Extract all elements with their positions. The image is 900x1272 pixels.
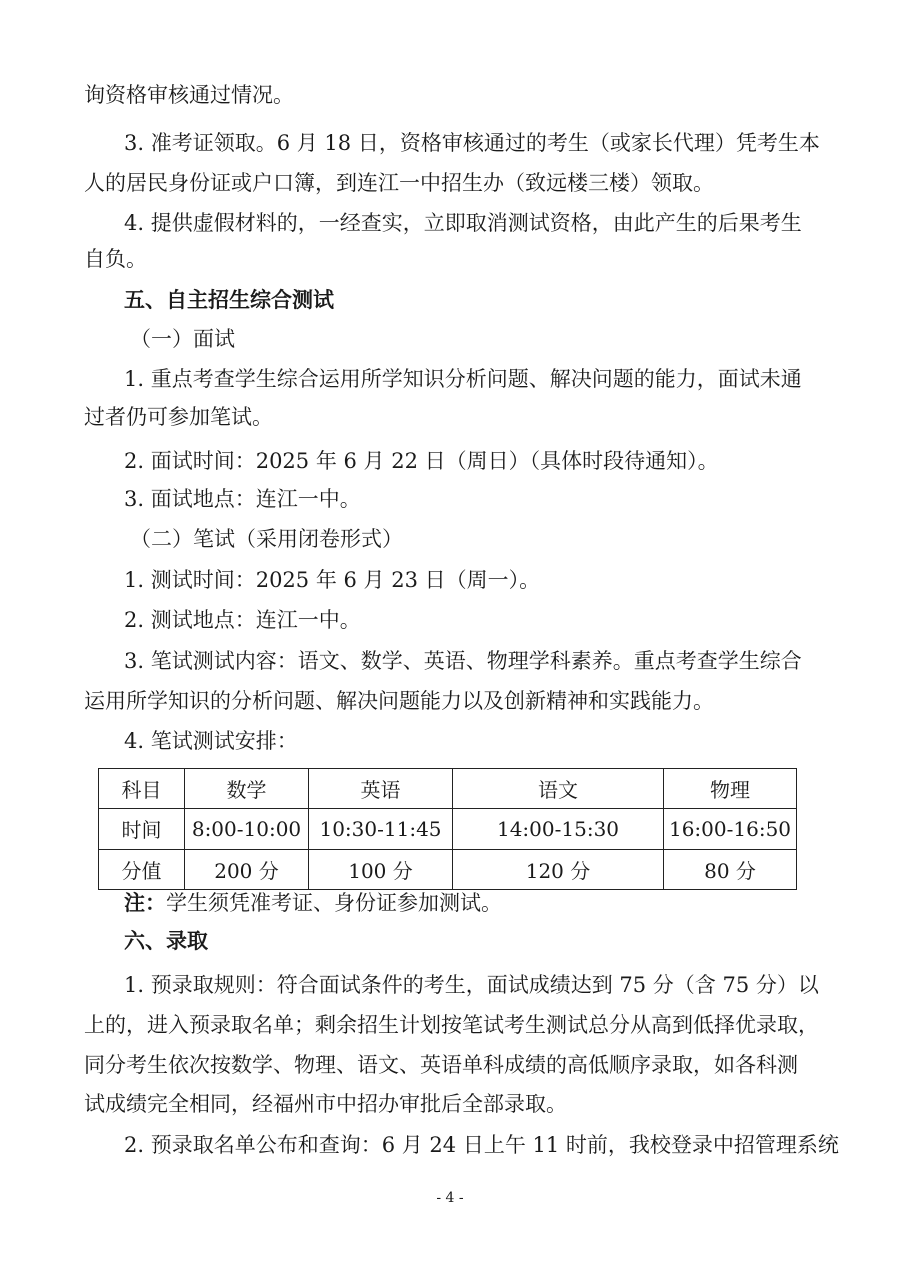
paragraph-line: 运用所学知识的分析问题、解决问题能力以及创新精神和实践能力。: [84, 689, 714, 713]
paragraph-line: 1. 测试时间：2025 年 6 月 23 日（周一）。: [124, 568, 541, 592]
table-cell: 语文: [453, 769, 664, 809]
paragraph-line: 询资格审核通过情况。: [84, 83, 294, 107]
paragraph-line: 上的，进入预录取名单；剩余招生计划按笔试考生测试总分从高到低择优录取，: [84, 1013, 819, 1037]
paragraph-line: 试成绩完全相同，经福州市中招办审批后全部录取。: [84, 1092, 567, 1116]
table-cell: 100 分: [309, 849, 453, 889]
note-text: 学生须凭准考证、身份证参加测试。: [166, 891, 502, 915]
paragraph-line: 2. 测试地点：连江一中。: [124, 608, 361, 632]
exam-schedule-table: [98, 768, 797, 890]
paragraph-line: 3. 面试地点：连江一中。: [124, 487, 361, 511]
table-cell: 科目: [99, 769, 185, 809]
paragraph-line: 1. 重点考查学生综合运用所学知识分析问题、解决问题的能力，面试未通: [124, 367, 802, 391]
page-number: - 4 -: [436, 1190, 464, 1206]
table-cell: 10:30-11:45: [309, 809, 453, 849]
subsection-heading: （二）笔试（采用闭卷形式）: [130, 527, 403, 551]
table-cell: 14:00-15:30: [453, 809, 664, 849]
table-cell: 120 分: [453, 849, 664, 889]
paragraph-line: 3. 准考证领取。6 月 18 日，资格审核通过的考生（或家长代理）凭考生本: [124, 131, 820, 155]
table-cell: 80 分: [664, 849, 797, 889]
paragraph-line: 2. 面试时间：2025 年 6 月 22 日（周日）（具体时段待通知）。: [124, 449, 719, 473]
paragraph-line: 4. 笔试测试安排：: [124, 729, 298, 753]
table-cell: 8:00-10:00: [185, 809, 309, 849]
table-cell: 英语: [309, 769, 453, 809]
paragraph-line: 1. 预录取规则：符合面试条件的考生，面试成绩达到 75 分（含 75 分）以: [124, 973, 819, 997]
subsection-heading: （一）面试: [130, 327, 235, 351]
table-cell: 时间: [99, 809, 185, 849]
table-row: [99, 809, 797, 849]
table-note: [124, 888, 810, 918]
section-heading: 五、自主招生综合测试: [124, 287, 334, 312]
table-cell: 200 分: [185, 849, 309, 889]
paragraph-line: 人的居民身份证或户口簿，到连江一中招生办（致远楼三楼）领取。: [84, 171, 714, 195]
note-label: 注：: [124, 890, 166, 915]
paragraph-line: 过者仍可参加笔试。: [84, 405, 273, 429]
table-cell: 数学: [185, 769, 309, 809]
section-heading: 六、录取: [124, 928, 208, 953]
table-cell: 分值: [99, 849, 185, 889]
paragraph-line: 3. 笔试测试内容：语文、数学、英语、物理学科素养。重点考查学生综合: [124, 649, 802, 673]
paragraph-line: 4. 提供虚假材料的，一经查实，立即取消测试资格，由此产生的后果考生: [124, 211, 802, 235]
table-row: [99, 849, 797, 889]
table-row: [99, 769, 797, 809]
table-cell: 物理: [664, 769, 797, 809]
paragraph-line: 同分考生依次按数学、物理、语文、英语单科成绩的高低顺序录取，如各科测: [84, 1053, 798, 1077]
paragraph-line: 2. 预录取名单公布和查询：6 月 24 日上午 11 时前，我校登录中招管理系统: [124, 1133, 839, 1157]
table-cell: 16:00-16:50: [664, 809, 797, 849]
paragraph-line: 自负。: [84, 247, 147, 271]
